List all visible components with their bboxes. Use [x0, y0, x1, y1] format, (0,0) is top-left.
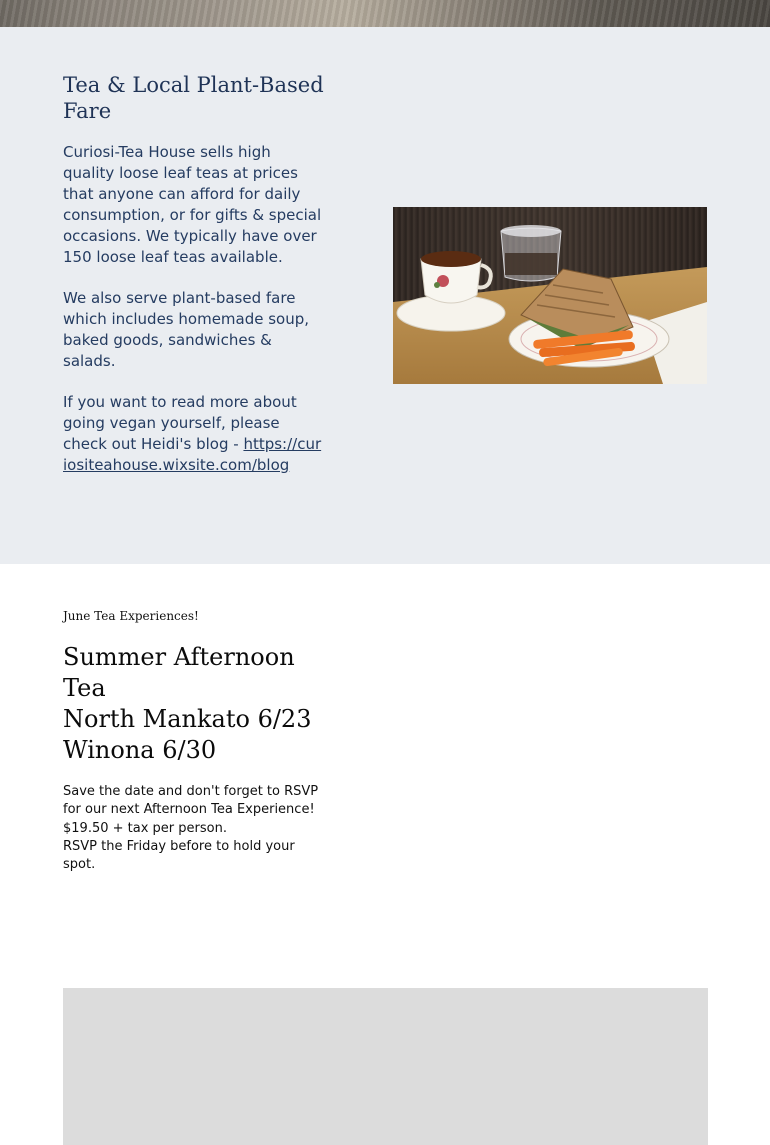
events-body-line-3: RSVP the Friday before to hold your spot.	[63, 838, 295, 873]
top-banner-image	[0, 0, 770, 27]
events-body	[63, 783, 325, 874]
tea-section-body	[63, 142, 325, 496]
blog-link[interactable]: https://curiositeahouse.wixsite.com/blog	[63, 435, 322, 474]
events-kicker: June Tea Experiences!	[63, 609, 199, 623]
tea-paragraph-2: We also serve plant-based fare which includes homemade soup, baked goods, sandwiches & salads.	[63, 289, 310, 370]
tea-photo-illustration	[393, 207, 707, 384]
tea-paragraph-1: Curiosi-Tea House sells high quality loose leaf teas at prices that anyone can afford for daily consumption, or for gifts & special occasions. We typically have over 150 loose leaf teas available.	[63, 143, 322, 266]
tea-fare-section	[0, 27, 770, 564]
events-heading	[63, 642, 333, 766]
tea-section-title: Tea & Local Plant-Based Fare	[63, 73, 324, 123]
media-placeholder	[63, 988, 708, 1145]
events-heading-line-3: Winona 6/30	[63, 736, 217, 764]
tea-paragraph-3-text: If you want to read more about going vegan yourself, please check out Heidi's blog -	[63, 393, 297, 453]
tea-paragraph-3	[63, 392, 325, 476]
tea-and-sandwich-photo	[393, 207, 707, 384]
events-body-line-2: $19.50 + tax per person.	[63, 820, 227, 836]
events-section	[0, 564, 770, 1145]
events-body-line-1: Save the date and don't forget to RSVP for our next Afternoon Tea Experience!	[63, 784, 319, 818]
events-heading-line-1: Summer Afternoon Tea	[63, 643, 295, 702]
events-heading-line-2: North Mankato 6/23	[63, 705, 312, 733]
